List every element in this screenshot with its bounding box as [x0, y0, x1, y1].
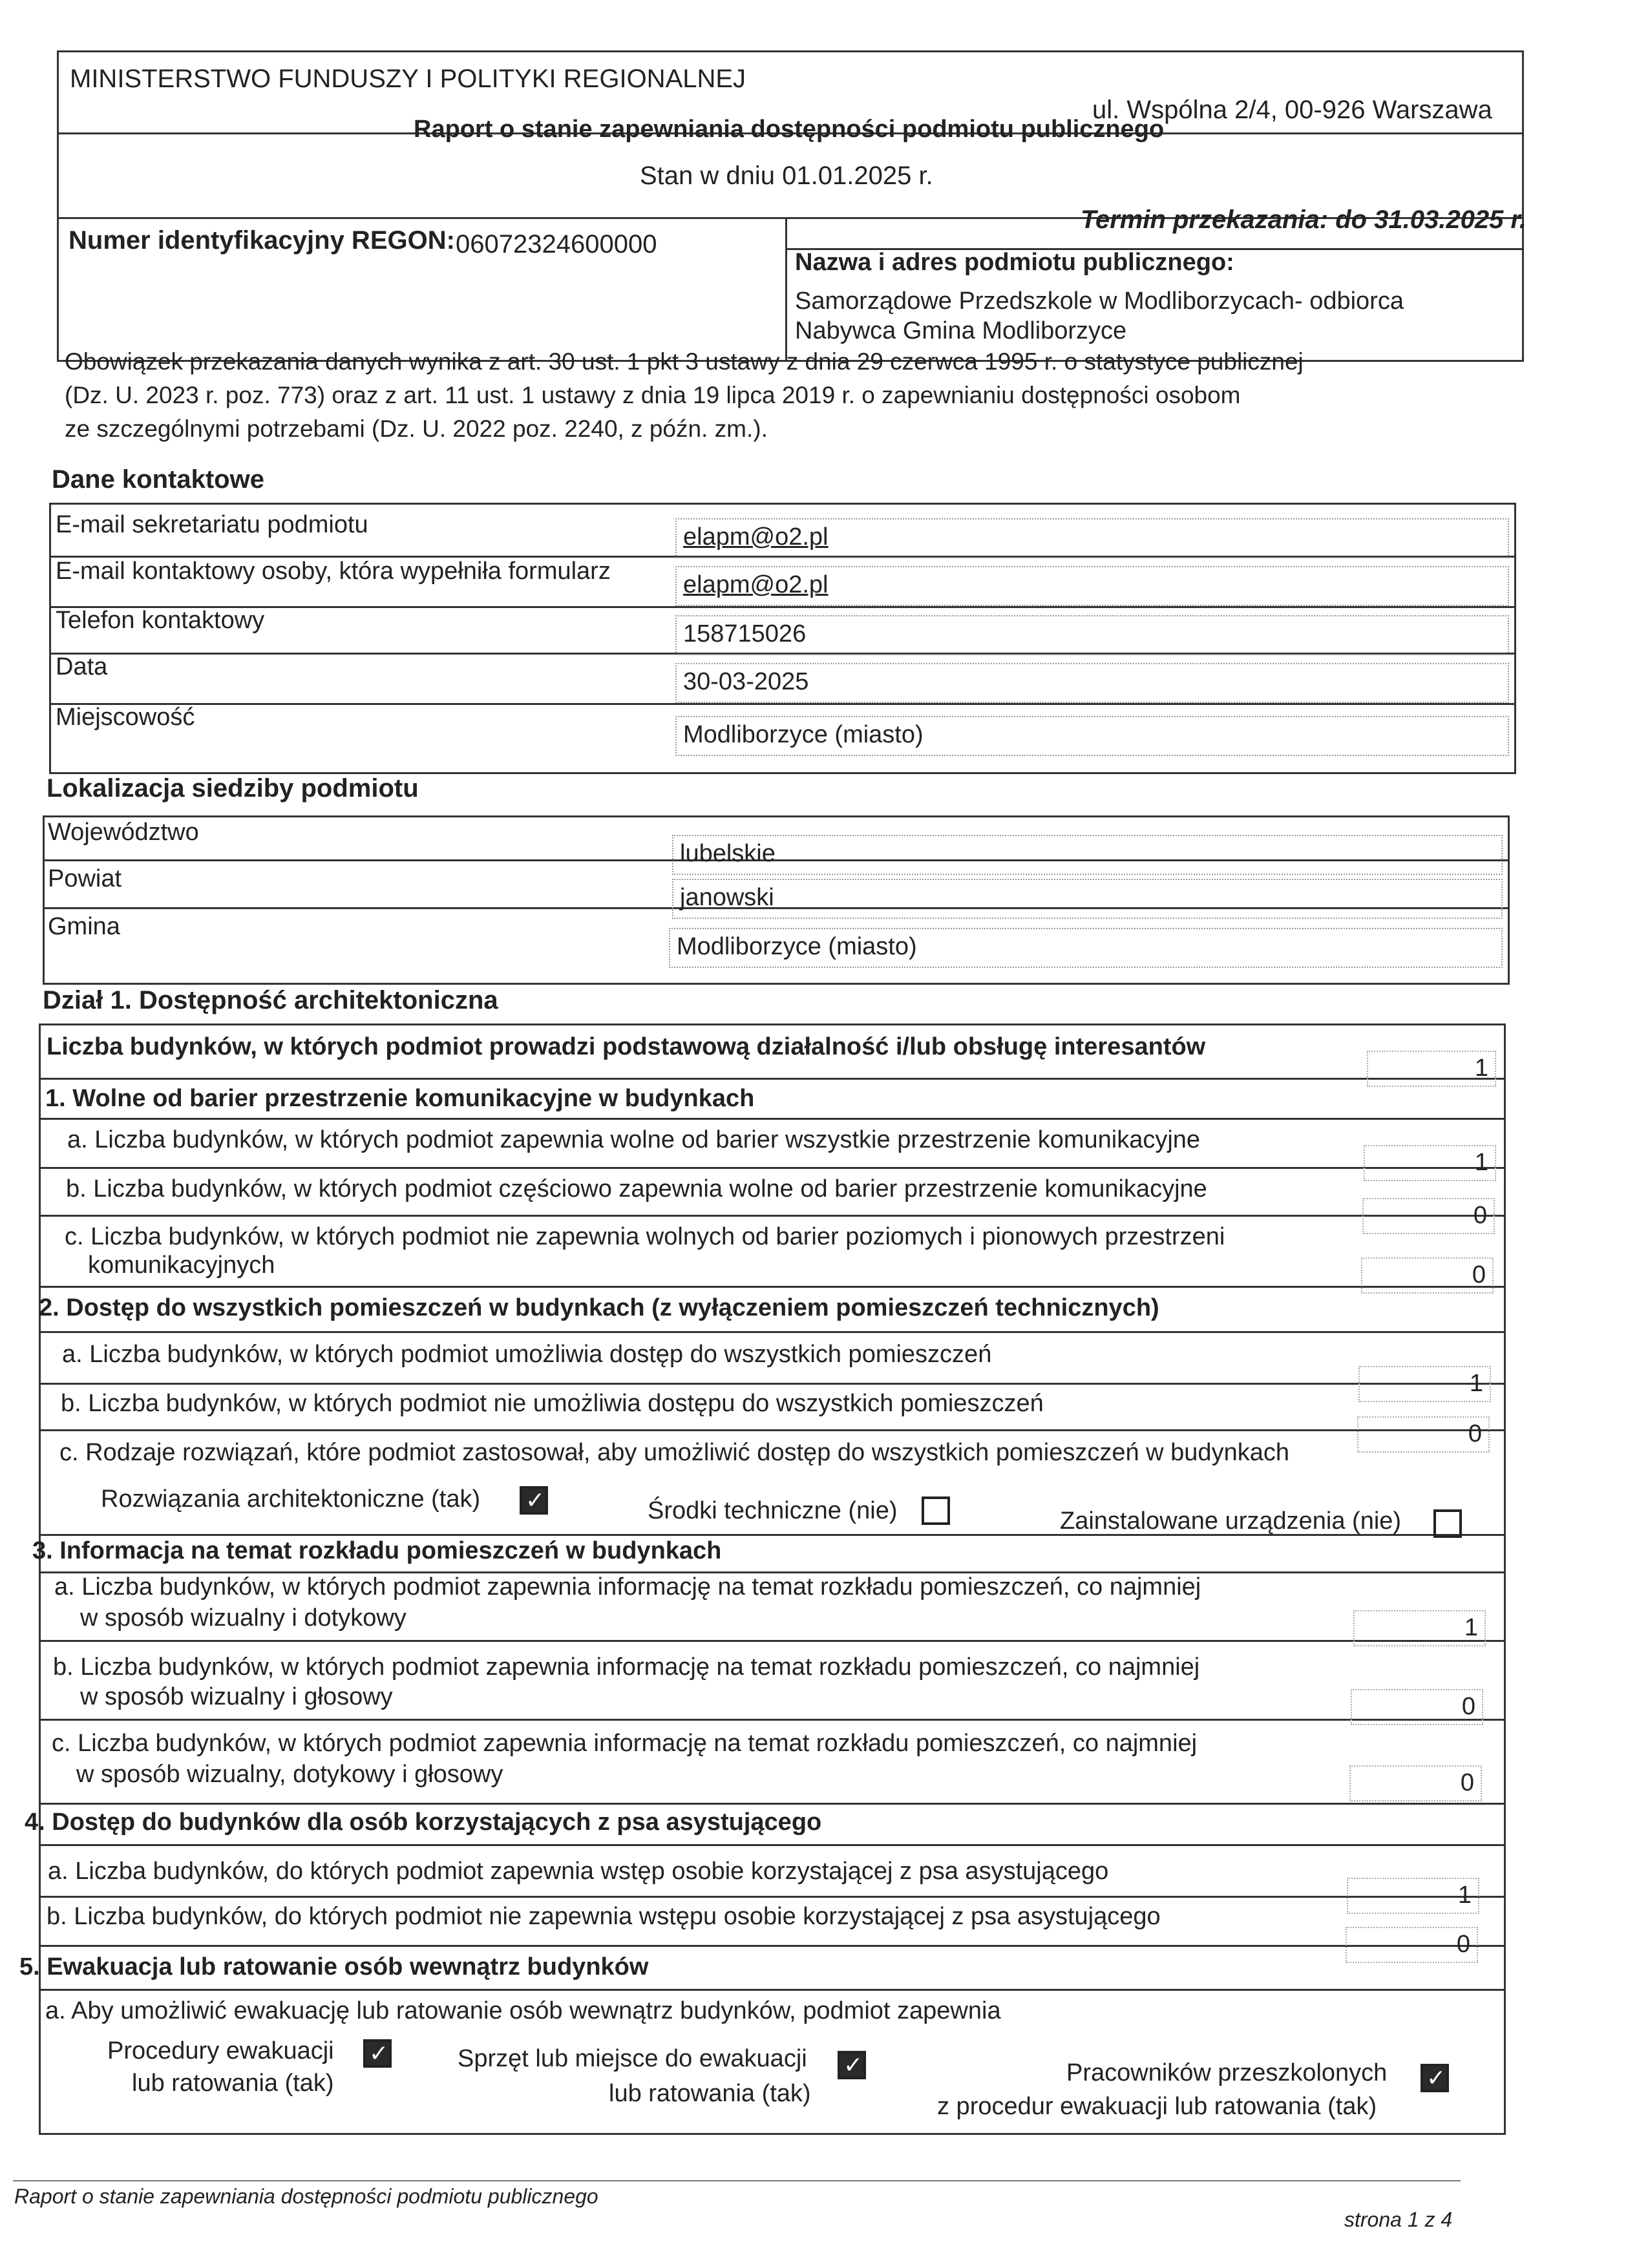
location-heading: Lokalizacja siedziby podmiotu — [47, 774, 419, 803]
legal-line-1: Obowiązek przekazania danych wynika z art. 30 ust. 1 pkt 3 ustawy z dnia 29 czerwca 1995 r. o statystyce publicznej — [65, 348, 1304, 375]
voivodeship-field[interactable]: lubelskie — [672, 835, 1503, 875]
section1-row-divider — [39, 1803, 1506, 1805]
q2-c-label: c. Rodzaje rozwiązań, które podmiot zastosował, aby umożliwić dostęp do wszystkich pomieszczeń w budynkach — [59, 1439, 1289, 1466]
email-person-field[interactable]: elapm@o2.pl — [675, 566, 1509, 606]
footer-rule — [13, 2180, 1461, 2181]
location-label-commune: Gmina — [48, 913, 120, 940]
q4-a-field[interactable]: 1 — [1347, 1878, 1479, 1914]
section1-row-divider — [39, 1429, 1506, 1431]
contact-label-email-person: E-mail kontaktowy osoby, która wypełniła formularz — [56, 558, 611, 585]
q1-b-field[interactable]: 0 — [1362, 1198, 1495, 1234]
q3-c-field[interactable]: 0 — [1349, 1765, 1482, 1801]
q3-b-label-line1: b. Liczba budynków, w których podmiot zapewnia informację na temat rozkładu pomieszczeń, co najmniej — [53, 1654, 1200, 1681]
q2-opt-technical-label: Środki techniczne (nie) — [648, 1497, 898, 1524]
q5-opt-equipment-checkbox[interactable] — [838, 2051, 866, 2079]
section1-row-divider — [39, 1286, 1506, 1288]
state-date: Stan w dniu 01.01.2025 r. — [640, 162, 933, 190]
section1-row-divider — [39, 1945, 1506, 1947]
q2-opt-devices-checkbox[interactable] — [1433, 1509, 1462, 1538]
section1-row-divider — [39, 1844, 1506, 1846]
q5-opt-procedures-line1: Procedury ewakuacji — [107, 2037, 334, 2064]
q3-a-label-line2: w sposób wizualny i dotykowy — [80, 1604, 407, 1632]
section1-row-divider — [39, 1118, 1506, 1120]
section1-row-divider — [39, 1640, 1506, 1642]
q3-b-label-line2: w sposób wizualny i głosowy — [80, 1683, 393, 1710]
q5-opt-equipment-line2: lub ratowania (tak) — [609, 2080, 811, 2107]
section1-row-divider — [39, 1383, 1506, 1385]
commune-field[interactable]: Modliborzyce (miasto) — [669, 928, 1503, 968]
section1-row-divider — [39, 1215, 1506, 1217]
q5-title: 5. Ewakuacja lub ratowanie osób wewnątrz budynków — [19, 1953, 649, 1980]
q2-a-label: a. Liczba budynków, w których podmiot umożliwia dostęp do wszystkich pomieszczeń — [62, 1341, 992, 1368]
q5-opt-procedures-line2: lub ratowania (tak) — [132, 2070, 334, 2097]
q5-opt-staff-line2: z procedur ewakuacji lub ratowania (tak) — [937, 2093, 1377, 2120]
q2-a-field[interactable]: 1 — [1358, 1366, 1491, 1402]
contact-row-divider — [49, 703, 1516, 705]
contact-heading: Dane kontaktowe — [52, 465, 264, 494]
q5-a-label: a. Aby umożliwić ewakuację lub ratowanie osób wewnątrz budynków, podmiot zapewnia — [45, 1997, 1001, 2024]
q1-c-label-line1: c. Liczba budynków, w których podmiot nie zapewnia wolnych od barier poziomych i pionowych przestrzeni — [65, 1223, 1225, 1250]
q4-a-label: a. Liczba budynków, do których podmiot zapewnia wstęp osobie korzystającej z psa asystującego — [48, 1858, 1109, 1885]
q3-b-field[interactable]: 0 — [1351, 1689, 1483, 1725]
q4-title: 4. Dostęp do budynków dla osób korzystających z psa asystującego — [25, 1809, 822, 1836]
q3-c-label-line1: c. Liczba budynków, w których podmiot zapewnia informację na temat rozkładu pomieszczeń, co najmniej — [52, 1730, 1198, 1757]
entity-label: Nazwa i adres podmiotu publicznego: — [795, 249, 1234, 276]
county-field[interactable]: janowski — [672, 879, 1503, 919]
entity-line2: Nabywca Gmina Modliborzyce — [795, 317, 1127, 344]
q5-opt-staff-checkbox[interactable] — [1421, 2064, 1449, 2092]
report-title: Raport o stanie zapewniania dostępności podmiotu publicznego — [414, 116, 1165, 143]
q2-b-field[interactable]: 0 — [1357, 1416, 1490, 1453]
section1-row-divider — [39, 1896, 1506, 1898]
section1-row-divider — [39, 1719, 1506, 1721]
q2-opt-technical-checkbox[interactable] — [922, 1496, 950, 1525]
q3-c-label-line2: w sposób wizualny, dotykowy i głosowy — [76, 1761, 503, 1788]
footer-title: Raport o stanie zapewniania dostępności podmiotu publicznego — [14, 2185, 598, 2208]
section1-row-divider — [39, 1989, 1506, 1991]
q1-b-label: b. Liczba budynków, w których podmiot częściowo zapewnia wolne od barier przestrzenie komunikacyjne — [66, 1175, 1207, 1202]
legal-line-2: (Dz. U. 2023 r. poz. 773) oraz z art. 11 ust. 1 ustawy z dnia 19 lipca 2019 r. o zapewnianiu dostępności osobom — [65, 382, 1241, 408]
q3-a-label-line1: a. Liczba budynków, w których podmiot zapewnia informację na temat rozkładu pomieszczeń, co najmniej — [54, 1573, 1201, 1601]
ministry-address: ul. Wspólna 2/4, 00-926 Warszawa — [1092, 96, 1492, 124]
entity-line1: Samorządowe Przedszkole w Modliborzycach- odbiorca — [795, 288, 1404, 315]
q5-opt-procedures-checkbox[interactable] — [363, 2039, 392, 2068]
page-number: strona 1 z 4 — [1344, 2208, 1453, 2231]
q2-b-label: b. Liczba budynków, w których podmiot nie umożliwia dostępu do wszystkich pomieszczeń — [61, 1390, 1044, 1417]
q2-opt-architectural-checkbox[interactable] — [520, 1486, 548, 1515]
q1-c-label-line2: komunikacyjnych — [88, 1252, 275, 1279]
section1-row-divider — [39, 1331, 1506, 1333]
q1-title: 1. Wolne od barier przestrzenie komunikacyjne w budynkach — [45, 1085, 755, 1112]
q5-opt-staff-line1: Pracowników przeszkolonych — [1066, 2059, 1388, 2086]
buildings-count-field[interactable]: 1 — [1367, 1051, 1496, 1087]
location-label-voivodeship: Województwo — [48, 819, 199, 846]
section1-row-divider — [39, 1078, 1506, 1080]
q2-opt-architectural-label: Rozwiązania architektoniczne (tak) — [101, 1486, 481, 1513]
city-field[interactable]: Modliborzyce (miasto) — [675, 716, 1509, 756]
email-secretariat-field[interactable]: elapm@o2.pl — [675, 518, 1509, 558]
q1-a-field[interactable]: 1 — [1364, 1145, 1496, 1181]
header-vertical-divider — [785, 217, 787, 362]
section1-row-divider — [39, 1167, 1506, 1169]
q2-title: 2. Dostęp do wszystkich pomieszczeń w budynkach (z wyłączeniem pomieszczeń technicznych) — [39, 1294, 1159, 1321]
ministry-name: MINISTERSTWO FUNDUSZY I POLITYKI REGIONALNEJ — [70, 65, 746, 93]
contact-label-date: Data — [56, 653, 108, 680]
q3-title: 3. Informacja na temat rozkładu pomieszczeń w budynkach — [32, 1537, 722, 1564]
q1-a-label: a. Liczba budynków, w których podmiot zapewnia wolne od barier wszystkie przestrzenie komunikacyjne — [67, 1126, 1201, 1153]
deadline: Termin przekazania: do 31.03.2025 r. — [1081, 205, 1527, 234]
section1-heading: Dział 1. Dostępność architektoniczna — [43, 986, 498, 1014]
contact-label-email-secretariat: E-mail sekretariatu podmiotu — [56, 511, 368, 538]
legal-line-3: ze szczególnymi potrzebami (Dz. U. 2022 poz. 2240, z późn. zm.). — [65, 415, 768, 442]
buildings-count-label: Liczba budynków, w których podmiot prowadzi podstawową działalność i/lub obsługę interesantów — [47, 1033, 1206, 1060]
q5-opt-equipment-line1: Sprzęt lub miejsce do ewakuacji — [458, 2045, 807, 2072]
q1-c-field[interactable]: 0 — [1361, 1257, 1494, 1294]
contact-label-phone: Telefon kontaktowy — [56, 607, 265, 634]
q2-opt-devices-label: Zainstalowane urządzenia (nie) — [1060, 1507, 1402, 1535]
contact-row-divider — [49, 606, 1516, 608]
q3-a-field[interactable]: 1 — [1353, 1610, 1486, 1646]
date-field[interactable]: 30-03-2025 — [675, 663, 1509, 703]
location-label-county: Powiat — [48, 865, 122, 892]
regon-label: Numer identyfikacyjny REGON: — [69, 226, 455, 255]
regon-value: 06072324600000 — [456, 230, 657, 258]
phone-field[interactable]: 158715026 — [675, 615, 1509, 655]
q4-b-field[interactable]: 0 — [1346, 1927, 1478, 1963]
contact-label-city: Miejscowość — [56, 704, 195, 731]
q4-b-label: b. Liczba budynków, do których podmiot nie zapewnia wstępu osobie korzystającej z psa asystującego — [47, 1903, 1161, 1930]
